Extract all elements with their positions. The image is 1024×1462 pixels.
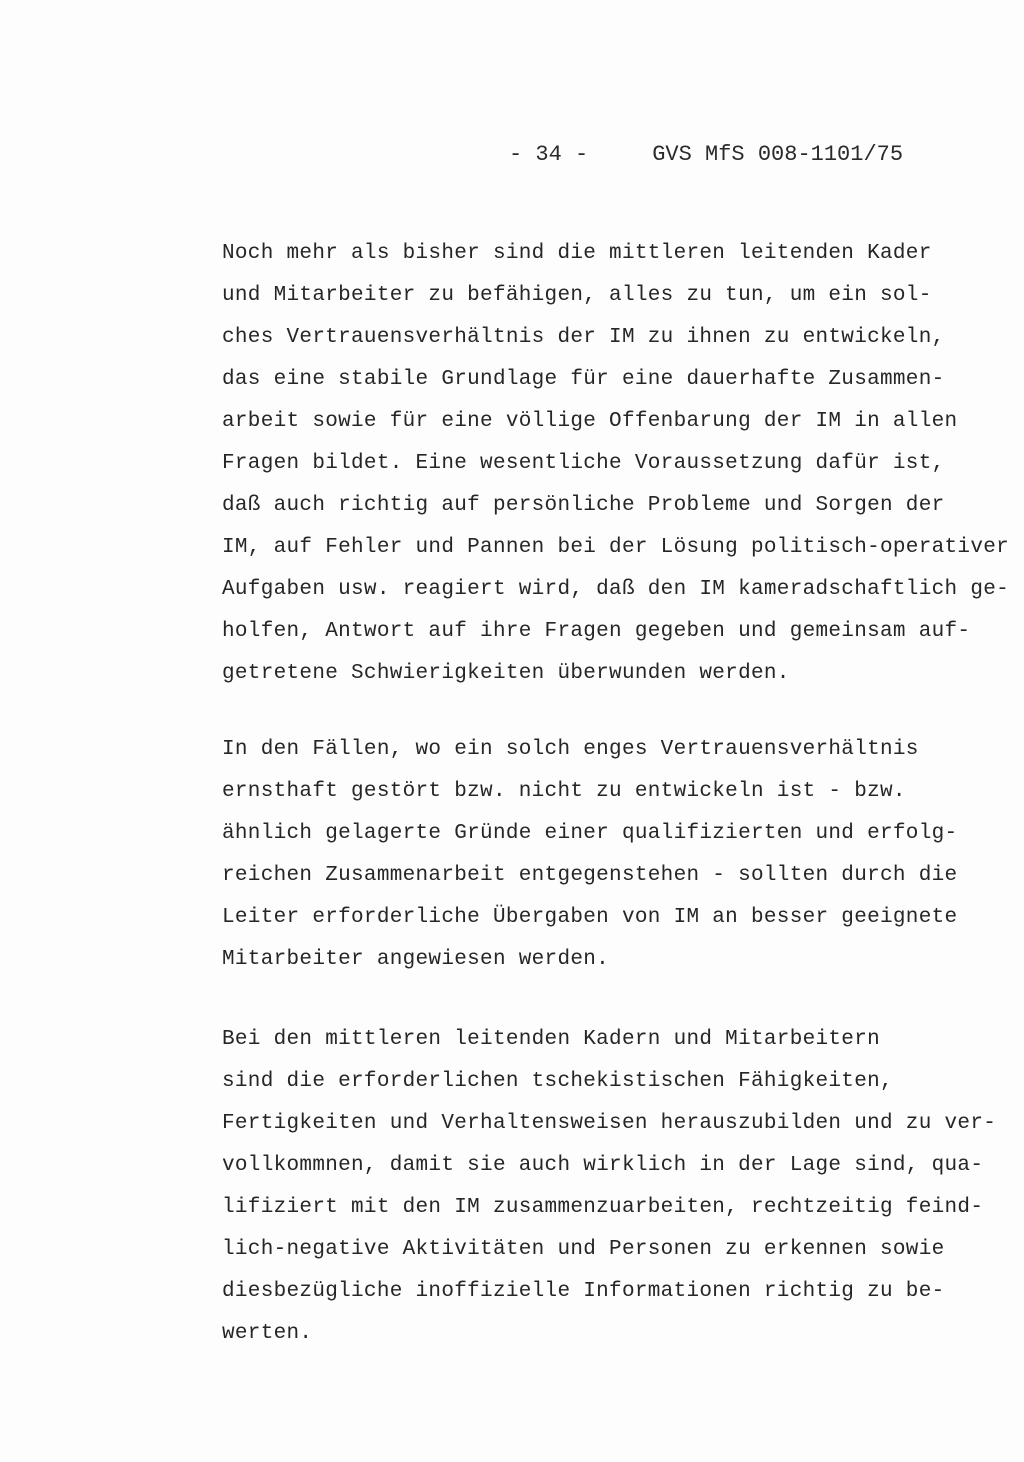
text-line: arbeit sowie für eine völlige Offenbarung der IM in allen bbox=[222, 410, 958, 433]
text-line: Aufgaben usw. reagiert wird, daß den IM kameradschaftlich ge- bbox=[222, 578, 1010, 601]
text-line: daß auch richtig auf persönliche Probleme und Sorgen der bbox=[222, 494, 945, 517]
text-line: Noch mehr als bisher sind die mittleren leitenden Kader bbox=[222, 242, 932, 265]
text-line: ernsthaft gestört bzw. nicht zu entwickeln ist - bzw. bbox=[222, 780, 906, 803]
document-reference: GVS MfS 008-1101/75 bbox=[652, 142, 904, 167]
text-line: ähnlich gelagerte Gründe einer qualifizierten und erfolg- bbox=[222, 822, 958, 845]
text-line: lifiziert mit den IM zusammenzuarbeiten, rechtzeitig feind- bbox=[222, 1196, 984, 1219]
paragraph-3 bbox=[222, 1019, 1012, 1355]
text-line: getretene Schwierigkeiten überwunden werden. bbox=[222, 662, 790, 685]
paragraph-1 bbox=[222, 233, 1012, 695]
page-header bbox=[509, 142, 989, 167]
text-line: Bei den mittleren leitenden Kadern und Mitarbeitern bbox=[222, 1028, 881, 1051]
text-line: das eine stabile Grundlage für eine dauerhafte Zusammen- bbox=[222, 368, 945, 391]
text-line: sind die erforderlichen tschekistischen Fähigkeiten, bbox=[222, 1070, 893, 1093]
paragraph-2 bbox=[222, 729, 1012, 981]
text-line: IM, auf Fehler und Pannen bei der Lösung politisch-operativer bbox=[222, 536, 1010, 559]
text-line: vollkommnen, damit sie auch wirklich in der Lage sind, qua- bbox=[222, 1154, 984, 1177]
page-number: - 34 - bbox=[509, 142, 589, 167]
text-line: Fragen bildet. Eine wesentliche Voraussetzung dafür ist, bbox=[222, 452, 945, 475]
text-line: In den Fällen, wo ein solch enges Vertrauensverhältnis bbox=[222, 738, 919, 761]
text-line: Mitarbeiter angewiesen werden. bbox=[222, 948, 610, 971]
text-line: holfen, Antwort auf ihre Fragen gegeben und gemeinsam auf- bbox=[222, 620, 971, 643]
text-line: lich-negative Aktivitäten und Personen zu erkennen sowie bbox=[222, 1238, 945, 1261]
text-line: diesbezügliche inoffizielle Informationen richtig zu be- bbox=[222, 1280, 945, 1303]
text-line: reichen Zusammenarbeit entgegenstehen - sollten durch die bbox=[222, 864, 958, 887]
text-line: Fertigkeiten und Verhaltensweisen herauszubilden und zu ver- bbox=[222, 1112, 997, 1135]
text-line: Leiter erforderliche Übergaben von IM an besser geeignete bbox=[222, 906, 958, 929]
text-line: ches Vertrauensverhältnis der IM zu ihnen zu entwickeln, bbox=[222, 326, 945, 349]
text-line: und Mitarbeiter zu befähigen, alles zu tun, um ein sol- bbox=[222, 284, 932, 307]
text-line: werten. bbox=[222, 1322, 313, 1345]
